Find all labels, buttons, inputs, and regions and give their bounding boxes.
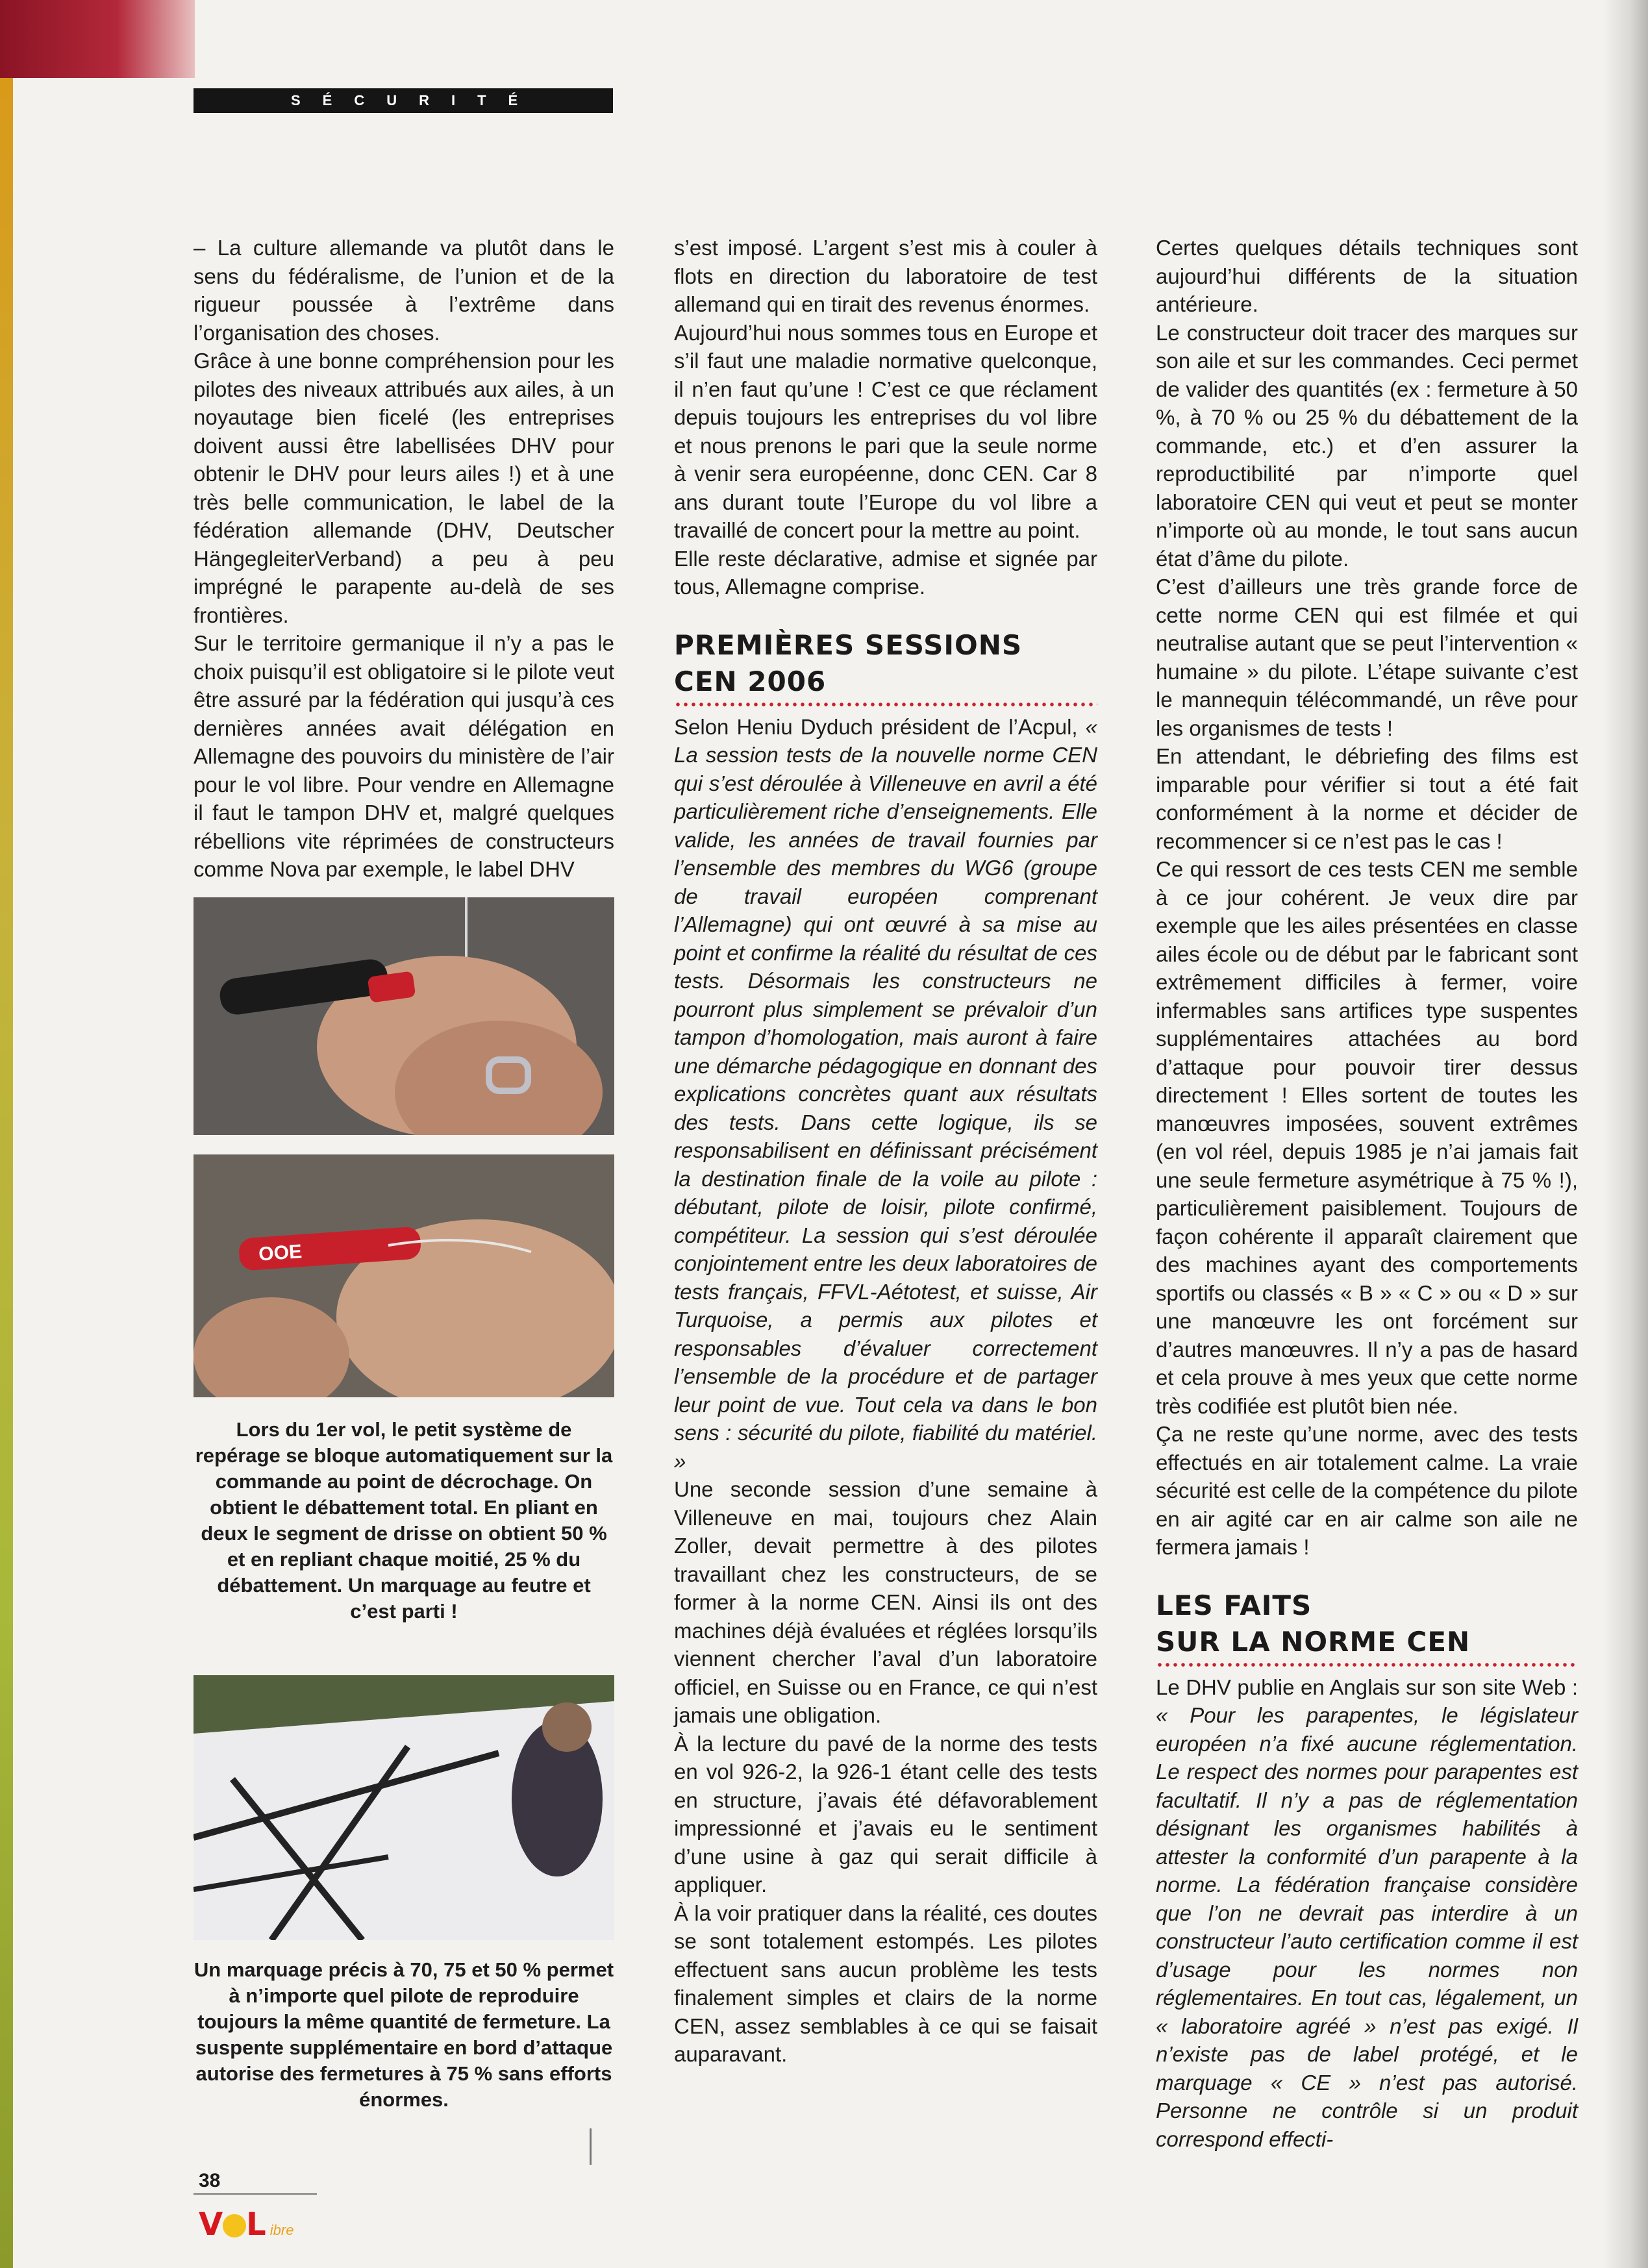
- section-header-bar: SÉCURITÉ: [194, 88, 613, 113]
- paragraph: s’est imposé. L’argent s’est mis à couler à flots en direction du laboratoire de test allemand qui en tirait des revenus énormes.: [674, 236, 1097, 316]
- quote-intro: Le DHV publie en Anglais sur son site Web :: [1156, 1675, 1578, 1699]
- paragraph: Certes quelques détails techniques sont aujourd’hui différents de la situation antérieure.: [1156, 236, 1578, 316]
- paragraph: Grâce à une bonne compréhension pour les pilotes des niveaux attribués aux ailes, à un noyautage bien ficelé (les entreprises doivent aussi être labellisées DHV pour obtenir le DHV pour leurs ailes !) et à une très belle communication, le label de la fédération allemande (DHV, Deutscher HängegleiterVerband) a peu à peu imprégné le parapente au-delà de ses frontières.: [194, 349, 614, 627]
- corner-color-band: [0, 0, 195, 78]
- photo-marked-wing-on-ground: [194, 1675, 614, 1940]
- vol-libre-logo: [199, 2206, 342, 2243]
- paragraph: Une seconde session d’une semaine à Villeneuve en mai, toujours chez Alain Zoller, devait permettre à des pilotes travaillant chez les constructeurs, de se former à la norme CEN. Ainsi ils ont des machines déjà évaluées et réglées lorsqu’ils viennent chercher l’aval d’un laboratoire officiel, en Suisse ou en France, ce qui n’est jamais une obligation.: [674, 1477, 1097, 1727]
- left-edge-stripe: [0, 78, 13, 2268]
- page-number: 38: [199, 2170, 221, 2191]
- margin-mark: [590, 2128, 592, 2165]
- paragraph: Ça ne reste qu’une norme, avec des tests effectués en air totalement calme. La vraie sécurité est celle de la compétence du pilote en air agité car en air calme son aile ne fermera jamais !: [1156, 1422, 1578, 1559]
- paragraph: Le constructeur doit tracer des marques sur son aile et sur les commandes. Ceci permet de valider des quantités (ex : fermeture à 50 %, à 70 % ou 25 % du débattement de la commande, etc.) et d’en assurer la reproductibilité par n’importe quel laboratoire CEN qui veut et peut se monter n’importe où au monde, le tout sans aucun état d’âme du pilote.: [1156, 320, 1578, 571]
- column-right: [1156, 234, 1578, 2153]
- subheading-line: SUR LA NORME CEN: [1156, 1625, 1471, 1658]
- paragraph: [674, 713, 1097, 1476]
- photo-caption: Lors du 1er vol, le petit système de repérage se bloque automatiquement sur la commande au point de décrochage. On obtient le débattement total. En pliant en deux le segment de drisse on obtient 50 % et en repliant chaque moitié, 25 % du débattement. Un marquage au feutre et c’est parti !: [195, 1418, 613, 1623]
- paragraph: À la voir pratiquer dans la réalité, ces doutes se sont totalement estompés. Les pilotes effectuent sans aucun problème les tests finalement simples et clairs de la norme CEN, assez semblables à ce qui se faisait auparavant.: [674, 1900, 1097, 2066]
- logo-letter: V: [199, 2206, 223, 2243]
- photo-folding-brake-line: [194, 1154, 614, 1397]
- paragraph: – La culture allemande va plutôt dans le sens du fédéralisme, de l’union et de la rigueur poussée à l’extrême dans l’organisation des choses.: [194, 236, 614, 345]
- paragraph: [1156, 1673, 1578, 2154]
- subheading-line: CEN 2006: [674, 665, 827, 697]
- quote-text: « La session tests de la nouvelle norme CEN qui s’est déroulée à Villeneuve en avril a été particulièrement riche d’enseignements. Elle valide, les années de travail fournies par l’ensemble des membres du WG6 (groupe de travail européen comprenant l’Allemagne) qui ont œuvré à sa mise au point et confirme la réalité du résultat de ces tests. Désormais les constructeurs ne pourront plus simplement se prévaloir d’un tampon d’homologation, mais auront à faire une démarche pédagogique en donnant des explications concrètes quant aux résultats des tests. Dans cette logique, ils se responsabilisent en définissant précisément la destination finale de la voile au pilote : débutant, pilote de loisir, pilote confirmé, compétiteur. La session qui s’est déroulée conjointement entre les deux laboratoires de tests français, FFVL-Aétotest, et suisse, Air Turquoise, a permis aux pilotes et responsables d’évaluer correctement l’ensemble de la procédure et de partager leur point de vue. Tout cela va dans le bon sens : sécurité du pilote, fiabilité du matériel. »: [674, 714, 1097, 1473]
- footer-rule: [194, 2193, 317, 2195]
- paragraph: Aujourd’hui nous sommes tous en Europe et s’il faut une maladie normative quelconque, il n’en faut qu’une ! C’est ce que réclament depuis toujours les entreprises du vol libre et nous prenons le pari que la seule norme à venir sera européenne, donc CEN. Car 8 ans durant toute l’Europe du vol libre a travaillé de concert pour la mettre au point.: [674, 320, 1097, 542]
- paragraph: En attendant, le débriefing des films est imparable pour vérifier si tout a été fait conformément à la norme et décider de recommencer si ce n’est pas le cas !: [1156, 744, 1578, 853]
- subheading-line: LES FAITS: [1156, 1589, 1312, 1621]
- photo-caption: Un marquage précis à 70, 75 et 50 % permet à n’importe quel pilote de reproduire toujours la même quantité de fermeture. La suspente supplémentaire en bord d’attaque autorise des fermetures à 75 % sans efforts énormes.: [194, 1958, 614, 2111]
- column-middle: [674, 234, 1097, 2069]
- subheading-premieres-sessions: [674, 627, 1097, 706]
- subheading-line: PREMIÈRES SESSIONS: [674, 629, 1023, 661]
- dotted-underline: [1156, 1663, 1578, 1667]
- subheading-les-faits: [1156, 1588, 1578, 1667]
- paragraph: Elle reste déclarative, admise et signée par tous, Allemagne comprise.: [674, 546, 1097, 599]
- paragraph: Ce qui ressort de ces tests CEN me semble à ce jour cohérent. Je veux dire par exemple que les ailes présentées en classe ailes école ou de début par le fabricant sont extrêmement difficiles à fermer, voire infermables sans artifices type suspentes supplémentaires attachées au bord d’attaque pour pouvoir tirer dessus directement ! Elles sortent de toutes les manœuvres imposées, souvent extrêmes (en vol réel, depuis 1985 je n’ai jamais fait une seule fermeture asymétrique à 75 % !), particulièrement paisiblement. Toujours de façon cohérente il apparaît clairement que des machines ayant des comportements sportifs ou classés « B » « C » ou « D » sur une manœuvre les ont forcément sur d’autres manœuvres. Il n’y a pas de hasard et cela prouve à mes yeux que cette norme très codifiée est plutôt bien née.: [1156, 857, 1578, 1418]
- paragraph: Sur le territoire germanique il n’y a pas le choix puisqu’il est obligatoire si le pilote veut être assuré par la fédération qui jusqu’à ces dernières années avait délégation en Allemagne des pouvoirs du ministère de l’air pour le vol libre. Pour vendre en Allemagne il faut le tampon DHV et, malgré quelques rébellions vite réprimées de constructeurs comme Nova par exemple, le label DHV: [194, 631, 614, 881]
- svg-text:OOE: OOE: [258, 1241, 303, 1265]
- quote-intro: Selon Heniu Dyduch président de l’Acpul,: [674, 714, 1078, 739]
- logo-sun-icon: [223, 2214, 246, 2237]
- paragraph: C’est d’ailleurs une très grande force de cette norme CEN qui est filmée et qui neutralise autant que se peut l’intervention « humaine » du pilote. L’étape suivante c’est le mannequin télécommandé, un rêve pour les organismes de tests !: [1156, 575, 1578, 740]
- photo-marker-on-brake-line: [194, 897, 614, 1135]
- column-left: [194, 234, 614, 884]
- dotted-underline: [674, 703, 1097, 706]
- page-gutter-shadow: [1603, 0, 1648, 2268]
- paragraph: À la lecture du pavé de la norme des tests en vol 926-2, la 926-1 étant celle des tests en structure, j’avais été défavorablement impressionné et j’avais eu le sentiment d’une usine à gaz qui serait difficile à appliquer.: [674, 1731, 1097, 1897]
- quote-text: « Pour les parapentes, le législateur européen n’a fixé aucune réglementation. Le respect des normes pour parapentes est facultatif. Il n’y a pas de réglementation désignant les organismes habilités à attester la conformité d’un parapente à la norme. La fédération française considère que l’on ne devrait pas interdire à un constructeur l’auto certification comme il est d’usage pour les normes non réglementaires. En tout cas, légalement, un « laboratoire agréé » n’est pas exigé. Il n’existe pas de label protégé, et le marquage « CE » n’est pas autorisé. Personne ne contrôle si un produit correspond effecti-: [1156, 1703, 1578, 2151]
- logo-word: ibre: [269, 2222, 294, 2238]
- logo-letter: L: [246, 2206, 266, 2243]
